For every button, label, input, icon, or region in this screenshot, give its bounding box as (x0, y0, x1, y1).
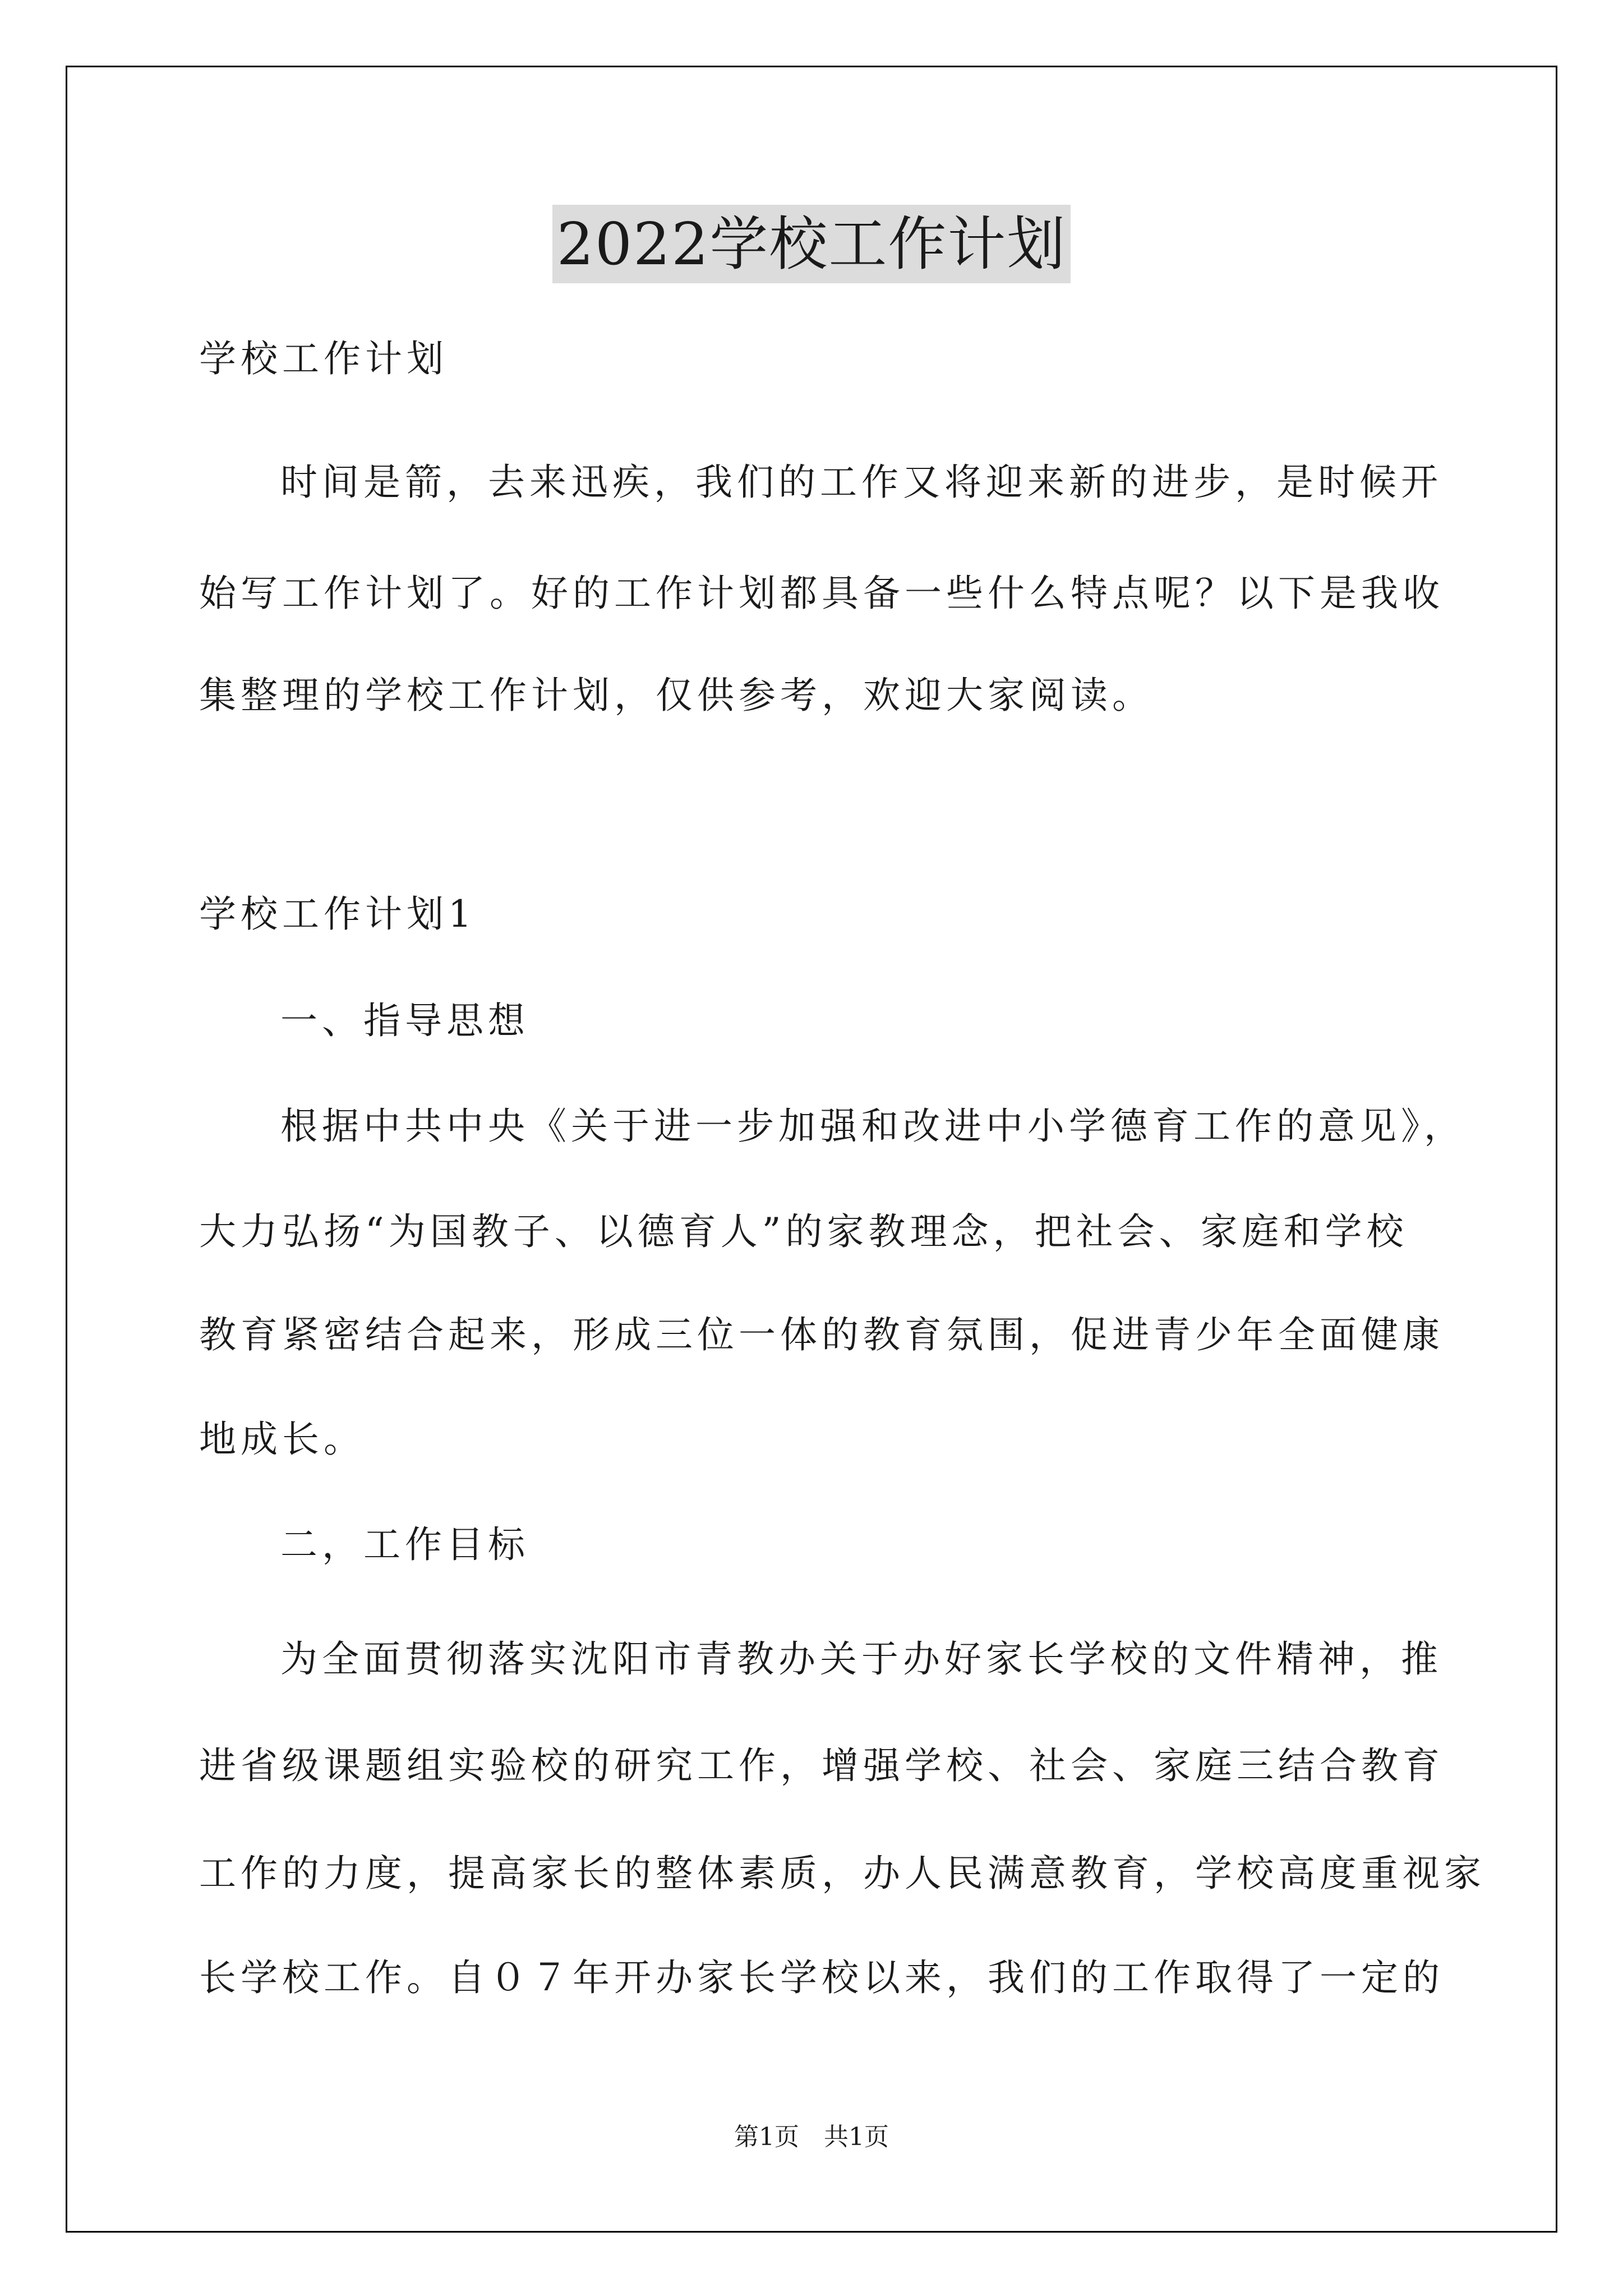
page-border (66, 66, 1557, 2233)
paragraph-line: 为全面贯彻落实沈阳市青教办关于办好家长学校的文件精神，推 (280, 1637, 1442, 1681)
document-title: 2022学校工作计划 (552, 205, 1071, 283)
paragraph-line: 大力弘扬“为国教子、以德育人”的家教理念，把社会、家庭和学校 (199, 1210, 1408, 1253)
subsection-heading: 二，工作目标 (280, 1523, 529, 1566)
paragraph-line: 进省级课题组实验校的研究工作，增强学校、社会、家庭三结合教育 (199, 1744, 1444, 1787)
section-heading: 学校工作计划 (199, 337, 448, 380)
page-footer: 第1页 共1页 (734, 2123, 889, 2151)
paragraph-line: 长学校工作。自０７年开办家长学校以来，我们的工作取得了一定的 (199, 1956, 1444, 1999)
paragraph-line: 时间是箭，去来迅疾，我们的工作又将迎来新的进步，是时候开 (280, 461, 1442, 504)
paragraph-line: 工作的力度，提高家长的整体素质，办人民满意教育，学校高度重视家 (199, 1852, 1486, 1895)
paragraph-line: 始写工作计划了。好的工作计划都具备一些什么特点呢？以下是我收 (199, 572, 1444, 615)
title-container (0, 205, 1623, 283)
paragraph-line: 根据中共中央《关于进一步加强和改进中小学德育工作的意见》， (280, 1105, 1465, 1148)
paragraph-line: 教育紧密结合起来，形成三位一体的教育氛围，促进青少年全面健康 (199, 1313, 1444, 1356)
paragraph-line: 地成长。 (199, 1418, 365, 1461)
section-heading: 学校工作计划1 (199, 892, 476, 936)
paragraph-line: 集整理的学校工作计划，仅供参考，欢迎大家阅读。 (199, 674, 1154, 717)
subsection-heading: 一、指导思想 (280, 999, 529, 1042)
